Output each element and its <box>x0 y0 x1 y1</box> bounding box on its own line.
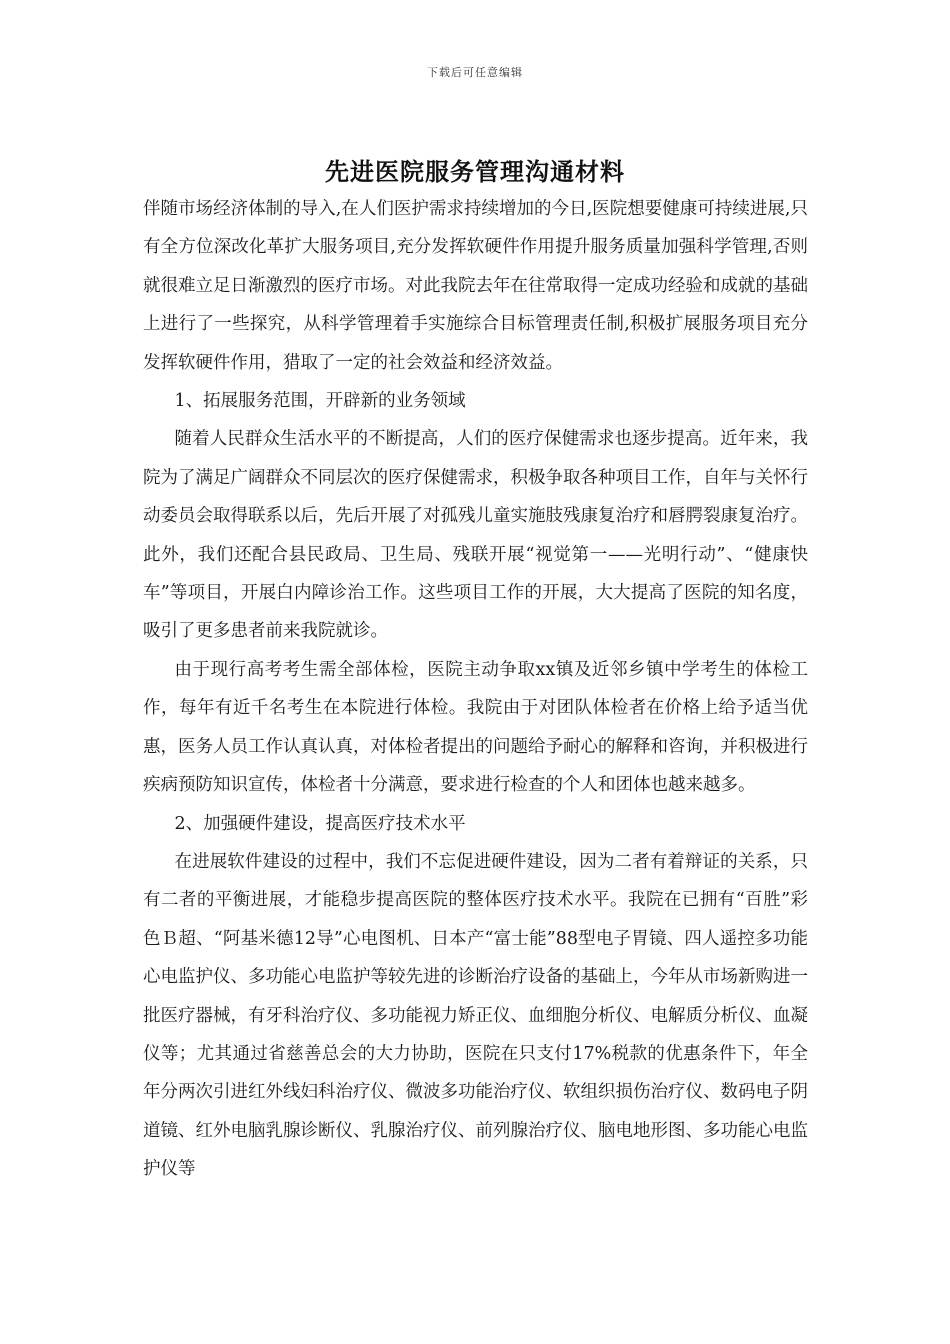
section-heading-2: 2、加强硬件建设，提高医疗技术水平 <box>174 813 466 834</box>
paragraph-checkup: 由于现行高考考生需全部体检，医院主动争取xx镇及近邻乡镇中学考生的体检工作，每年有近千名考生在本院进行体检。我院由于对团队体检者在价格上给予适当优惠，医务人员工作认真认真，对体检者提出的问题给予耐心的解释和咨询，并积极进行疾病预防知识宣传，体检者十分满意，要求进行检查的个人和团体也越来越多。 <box>143 659 808 796</box>
document-title: 先进医院服务管理沟通材料 <box>325 157 625 186</box>
document-body <box>143 190 808 1189</box>
paragraph-hardware: 在进展软件建设的过程中，我们不忘促进硬件建设，因为二者有着辩证的关系，只有二者的平衡进展，才能稳步提高医院的整体医疗技术水平。我院在已拥有“百胜”彩色Ｂ超、“阿基米德12导”心电图机、日本产“富士能”88型电子胃镜、四人遥控多功能心电监护仪、多功能心电监护等较先进的诊断治疗设备的基础上，今年从市场新购进一批医疗器械，有牙科治疗仪、多功能视力矫正仪、血细胞分析仪、电解质分析仪、血凝仪等；尤其通过省慈善总会的大力协助，医院在只支付17%税款的优惠条件下，年全年分两次引进红外线妇科治疗仪、微波多功能治疗仪、软组织损伤治疗仪、数码电子阴道镜、红外电脑乳腺诊断仪、乳腺治疗仪、前列腺治疗仪、脑电地形图、多功能心电监护仪等 <box>143 851 808 1180</box>
header-note: 下载后可任意编辑 <box>427 66 523 79</box>
section-heading-1: 1、拓展服务范围，开辟新的业务领域 <box>174 391 466 412</box>
paragraph-intro: 伴随市场经济体制的导入,在人们医护需求持续增加的今日,医院想要健康可持续进展,只有全方位深改化革扩大服务项目,充分发挥软硬件作用提升服务质量加强科学管理,否则就很难立足日渐激烈的医疗市场。对此我院去年在往常取得一定成功经验和成就的基础上进行了一些探究，从科学管理着手实施综合目标管理责任制,积极扩展服务项目充分发挥软硬件作用，猎取了一定的社会效益和经济效益。 <box>143 199 808 373</box>
paragraph-services: 随着人民群众生活水平的不断提高，人们的医疗保健需求也逐步提高。近年来，我院为了满足广阔群众不同层次的医疗保健需求，积极争取各种项目工作，自年与关怀行动委员会取得联系以后，先后开展了对孤残儿童实施肢残康复治疗和唇腭裂康复治疗。此外，我们还配合县民政局、卫生局、残联开展“视觉第一——光明行动”、“健康快车”等项目，开展白内障诊治工作。这些项目工作的开展，大大提高了医院的知名度，吸引了更多患者前来我院就诊。 <box>143 429 808 642</box>
